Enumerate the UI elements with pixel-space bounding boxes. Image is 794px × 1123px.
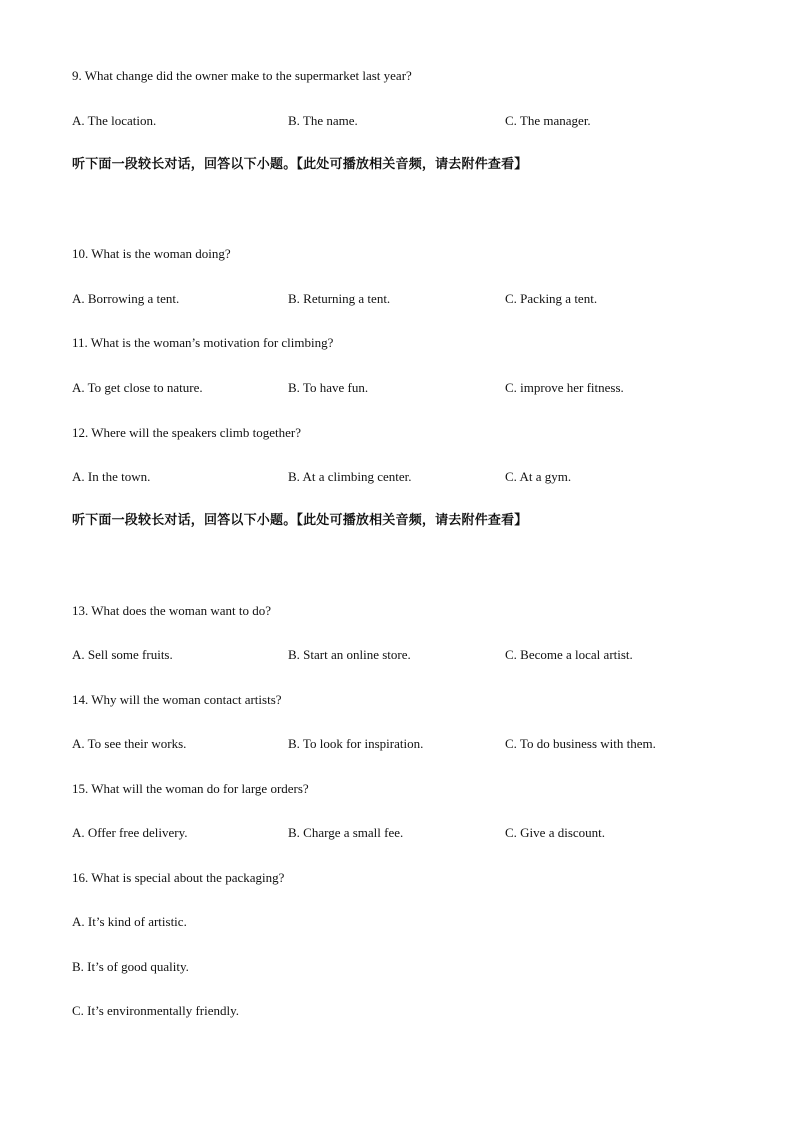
question-11-option-b: B. To have fun. xyxy=(288,380,369,395)
question-10-option-c: C. Packing a tent. xyxy=(505,291,598,306)
question-14-option-b: B. To look for inspiration. xyxy=(288,736,424,751)
question-9-options xyxy=(72,113,752,129)
question-12-text: 12. Where will the speakers climb together? xyxy=(72,425,301,440)
question-13-option-b: B. Start an online store. xyxy=(288,647,411,662)
question-15-option-c: C. Give a discount. xyxy=(505,825,606,840)
question-12-options xyxy=(72,469,752,485)
question-10-text: 10. What is the woman doing? xyxy=(72,246,231,261)
question-16-text: 16. What is special about the packaging? xyxy=(72,870,285,885)
question-11-text: 11. What is the woman’s motivation for climbing? xyxy=(72,335,334,350)
question-15-option-b: B. Charge a small fee. xyxy=(288,825,404,840)
question-10-option-a: A. Borrowing a tent. xyxy=(72,291,180,306)
question-9-text: 9. What change did the owner make to the supermarket last year? xyxy=(72,68,412,83)
question-13-options xyxy=(72,647,752,663)
question-14-option-a: A. To see their works. xyxy=(72,736,187,751)
question-9-option-c: C. The manager. xyxy=(505,113,591,128)
question-12-option-a: A. In the town. xyxy=(72,469,151,484)
question-12-option-b: B. At a climbing center. xyxy=(288,469,412,484)
question-16-option-c: C. It’s environmentally friendly. xyxy=(72,1003,240,1018)
section-instruction-1: 听下面一段较长对话，回答以下小题。【此处可播放相关音频，请去附件查看】 xyxy=(72,157,528,172)
question-11-options xyxy=(72,380,752,396)
question-14-option-c: C. To do business with them. xyxy=(505,736,656,751)
question-13-option-a: A. Sell some fruits. xyxy=(72,647,173,662)
question-13-text: 13. What does the woman want to do? xyxy=(72,603,272,618)
question-14-options xyxy=(72,736,752,752)
question-11-option-c: C. improve her fitness. xyxy=(505,380,624,395)
question-13-option-c: C. Become a local artist. xyxy=(505,647,633,662)
question-12-option-c: C. At a gym. xyxy=(505,469,572,484)
question-15-options xyxy=(72,825,752,841)
question-16-option-a: A. It’s kind of artistic. xyxy=(72,914,187,929)
section-instruction-2: 听下面一段较长对话，回答以下小题。【此处可播放相关音频，请去附件查看】 xyxy=(72,513,528,528)
question-9-option-b: B. The name. xyxy=(288,113,358,128)
question-14-text: 14. Why will the woman contact artists? xyxy=(72,692,282,707)
question-11-option-a: A. To get close to nature. xyxy=(72,380,203,395)
question-10-option-b: B. Returning a tent. xyxy=(288,291,391,306)
question-15-option-a: A. Offer free delivery. xyxy=(72,825,188,840)
question-9-option-a: A. The location. xyxy=(72,113,157,128)
question-16-option-b: B. It’s of good quality. xyxy=(72,959,189,974)
question-10-options xyxy=(72,291,752,307)
question-15-text: 15. What will the woman do for large orders? xyxy=(72,781,309,796)
